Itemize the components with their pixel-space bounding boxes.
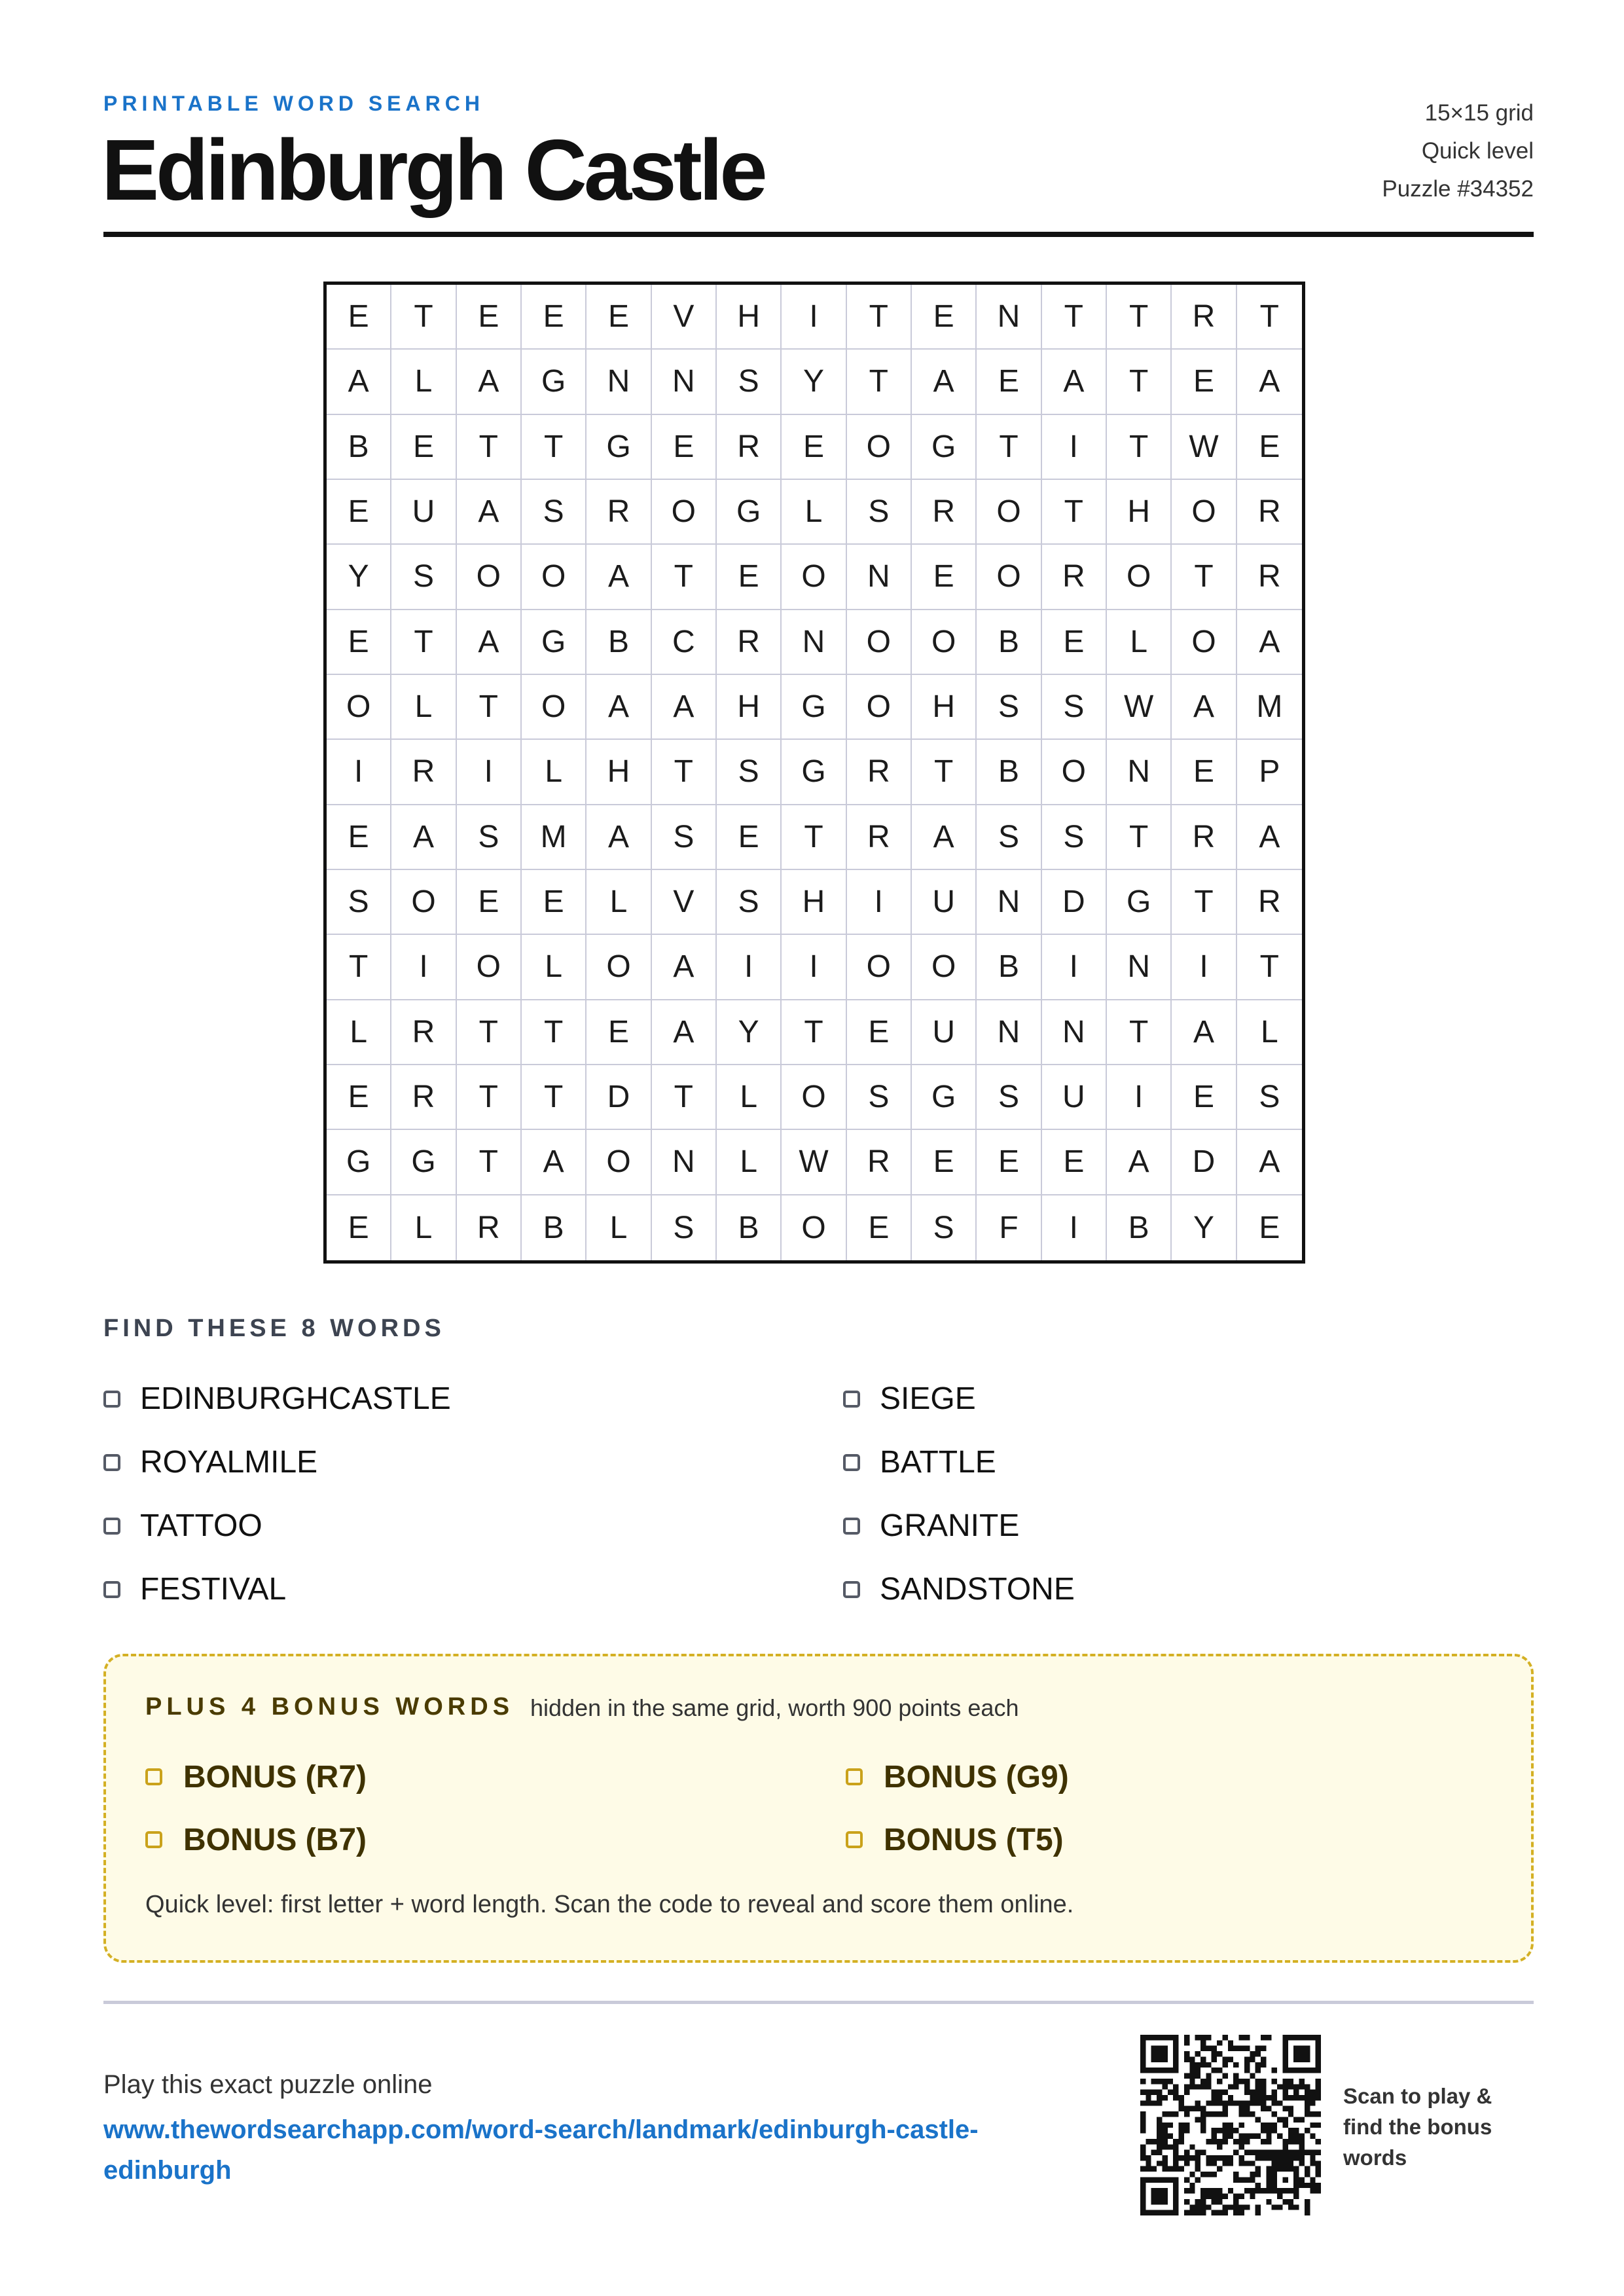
bonus-word-item[interactable] [145,1745,846,1808]
grid-cell[interactable]: S [977,805,1041,870]
grid-cell[interactable]: T [1107,805,1172,870]
grid-cell[interactable]: E [1172,740,1236,805]
grid-cell[interactable]: W [1107,675,1172,740]
word-label: FESTIVAL [140,1572,287,1607]
grid-cell[interactable]: S [977,1065,1041,1130]
grid-cell[interactable]: S [457,805,522,870]
grid-cell[interactable]: T [1172,870,1236,935]
bonus-word-item[interactable] [145,1808,846,1871]
grid-cell[interactable]: D [586,1065,651,1130]
bonus-word-item[interactable] [846,1745,1369,1808]
grid-cell[interactable]: E [912,285,977,350]
grid-cell[interactable]: G [522,610,586,675]
grid-cell[interactable]: O [912,610,977,675]
grid-cell[interactable]: A [586,805,651,870]
grid-cell[interactable]: O [522,545,586,610]
grid-cell[interactable]: T [847,350,912,414]
word-label: SANDSTONE [880,1572,1075,1607]
grid-cell[interactable]: M [522,805,586,870]
word-label: GRANITE [880,1508,1020,1543]
word-label: BATTLE [880,1445,996,1480]
grid-cell[interactable]: I [1172,935,1236,1000]
grid-cell[interactable]: I [782,285,846,350]
grid-cell[interactable]: E [847,1195,912,1260]
grid-cell[interactable]: G [522,350,586,414]
bonus-word-label: BONUS (T5) [884,1822,1064,1857]
grid-cell[interactable]: U [1042,1065,1107,1130]
grid-cell[interactable]: T [1042,285,1107,350]
word-item[interactable] [843,1367,1534,1430]
grid-cell[interactable]: R [391,1065,456,1130]
bonus-word-list [145,1745,1369,1871]
grid-cell[interactable]: T [1172,545,1236,610]
grid-cell[interactable]: S [522,480,586,545]
grid-cell[interactable]: B [327,415,391,480]
grid-cell[interactable]: E [391,415,456,480]
checkbox-icon[interactable] [843,1454,860,1471]
checkbox-icon[interactable] [103,1518,120,1535]
grid-cell[interactable]: T [782,1000,846,1065]
grid-cell[interactable]: S [717,870,782,935]
grid-cell[interactable]: L [586,870,651,935]
grid-cell[interactable]: N [652,350,717,414]
grid-cell[interactable]: Y [1172,1195,1236,1260]
grid-cell[interactable]: O [847,675,912,740]
checkbox-icon[interactable] [103,1454,120,1471]
grid-cell[interactable]: R [1042,545,1107,610]
grid-cell[interactable]: T [782,805,846,870]
grid-cell[interactable]: Y [782,350,846,414]
grid-cell[interactable]: A [912,350,977,414]
grid-cell[interactable]: N [1107,935,1172,1000]
grid-cell[interactable]: E [327,610,391,675]
grid-cell[interactable]: T [1107,1000,1172,1065]
grid-cell[interactable]: B [717,1195,782,1260]
qr-code-icon[interactable] [1140,2035,1321,2215]
grid-cell[interactable]: R [1172,805,1236,870]
grid-cell[interactable]: T [522,1000,586,1065]
grid-cell[interactable]: H [782,870,846,935]
grid-cell[interactable]: T [457,1130,522,1195]
grid-cell[interactable]: I [391,935,456,1000]
grid-cell[interactable]: R [847,740,912,805]
grid-cell[interactable]: E [1172,1065,1236,1130]
grid-cell[interactable]: T [977,415,1041,480]
grid-cell[interactable]: E [457,285,522,350]
grid-cell[interactable]: A [457,350,522,414]
grid-cell[interactable]: R [1172,285,1236,350]
grid-cell[interactable]: T [1107,285,1172,350]
grid-cell[interactable]: W [782,1130,846,1195]
grid-cell[interactable]: A [652,675,717,740]
grid-cell[interactable]: T [1237,285,1302,350]
word-item[interactable] [103,1430,843,1494]
grid-cell[interactable]: S [717,740,782,805]
grid-cell[interactable]: R [847,805,912,870]
grid-cell[interactable]: N [652,1130,717,1195]
grid-cell[interactable]: L [391,350,456,414]
grid-cell[interactable]: S [391,545,456,610]
grid-cell[interactable]: E [912,1130,977,1195]
grid-cell[interactable]: R [717,610,782,675]
grid-cell[interactable]: T [652,1065,717,1130]
grid-cell[interactable]: S [1042,675,1107,740]
grid-cell[interactable]: L [522,935,586,1000]
grid-cell[interactable]: D [1042,870,1107,935]
grid-cell[interactable]: O [782,545,846,610]
grid-cell[interactable]: G [782,740,846,805]
grid-cell[interactable]: A [1172,675,1236,740]
grid-cell[interactable]: L [717,1130,782,1195]
grid-cell[interactable]: A [1172,1000,1236,1065]
grid-cell[interactable]: E [977,350,1041,414]
grid-cell[interactable]: T [522,1065,586,1130]
grid-cell[interactable]: O [457,935,522,1000]
grid-cell[interactable]: O [522,675,586,740]
grid-cell[interactable]: U [912,870,977,935]
grid-cell[interactable]: A [1237,805,1302,870]
grid-cell[interactable]: S [847,1065,912,1130]
grid-cell[interactable]: L [717,1065,782,1130]
grid-cell[interactable]: S [717,350,782,414]
grid-cell[interactable]: A [327,350,391,414]
grid-cell[interactable]: A [912,805,977,870]
checkbox-icon[interactable] [145,1831,162,1848]
grid-cell[interactable]: E [327,805,391,870]
grid-cell[interactable]: N [1042,1000,1107,1065]
grid-cell[interactable]: R [717,415,782,480]
grid-cell[interactable]: B [522,1195,586,1260]
grid-cell[interactable]: Y [327,545,391,610]
grid-cell[interactable]: G [586,415,651,480]
grid-cell[interactable]: A [522,1130,586,1195]
word-item[interactable] [103,1367,843,1430]
grid-cell[interactable]: R [1237,870,1302,935]
grid-cell[interactable]: C [652,610,717,675]
checkbox-icon[interactable] [843,1581,860,1598]
grid-cell[interactable]: G [912,1065,977,1130]
grid-cell[interactable]: A [1107,1130,1172,1195]
grid-cell[interactable]: I [1042,1195,1107,1260]
checkbox-icon[interactable] [103,1391,120,1408]
grid-cell[interactable]: E [457,870,522,935]
grid-cell[interactable]: M [1237,675,1302,740]
grid-size: 15×15 grid [1424,100,1534,126]
grid-cell[interactable]: S [912,1195,977,1260]
grid-cell[interactable]: I [457,740,522,805]
grid-cell[interactable]: L [327,1000,391,1065]
grid-cell[interactable]: E [912,545,977,610]
grid-cell[interactable]: O [977,480,1041,545]
grid-cell[interactable]: I [717,935,782,1000]
grid-cell[interactable]: R [586,480,651,545]
grid-cell[interactable]: O [1172,480,1236,545]
grid-cell[interactable]: I [782,935,846,1000]
grid-cell[interactable]: T [847,285,912,350]
grid-cell[interactable]: E [522,870,586,935]
grid-cell[interactable]: U [912,1000,977,1065]
grid-cell[interactable]: G [327,1130,391,1195]
grid-cell[interactable]: R [847,1130,912,1195]
grid-cell[interactable]: N [1107,740,1172,805]
checkbox-icon[interactable] [103,1581,120,1598]
grid-cell[interactable]: N [977,1000,1041,1065]
grid-cell[interactable]: E [586,285,651,350]
bonus-heading: PLUS 4 BONUS WORDS [145,1693,514,1721]
checkbox-icon[interactable] [843,1391,860,1408]
grid-cell[interactable]: I [327,740,391,805]
grid-cell[interactable]: E [327,1065,391,1130]
grid-cell[interactable]: W [1172,415,1236,480]
word-label: EDINBURGHCASTLE [140,1381,451,1416]
bonus-word-item[interactable] [846,1808,1369,1871]
grid-cell[interactable]: E [586,1000,651,1065]
bonus-word-label: BONUS (G9) [884,1759,1069,1795]
grid-cell[interactable]: T [1237,935,1302,1000]
grid-cell[interactable]: H [717,285,782,350]
grid-cell[interactable]: N [782,610,846,675]
checkbox-icon[interactable] [846,1768,863,1785]
grid-cell[interactable]: T [457,415,522,480]
bonus-word-label: BONUS (R7) [183,1759,367,1795]
word-item[interactable] [103,1558,843,1621]
grid-cell[interactable]: A [1042,350,1107,414]
grid-cell[interactable]: T [522,415,586,480]
grid-cell[interactable]: I [1107,1065,1172,1130]
grid-cell[interactable]: O [652,480,717,545]
word-list [103,1367,1534,1621]
bonus-box [103,1654,1534,1963]
footer-rule [103,2001,1534,2004]
grid-cell[interactable]: E [782,415,846,480]
grid-cell[interactable]: I [1042,935,1107,1000]
grid-cell[interactable]: V [652,870,717,935]
grid-cell[interactable]: O [782,1065,846,1130]
grid-cell[interactable]: N [847,545,912,610]
puzzle-meta [1382,94,1534,208]
grid-cell[interactable]: T [391,610,456,675]
grid-cell[interactable]: R [391,740,456,805]
grid-cell[interactable]: G [391,1130,456,1195]
grid-cell[interactable]: O [847,935,912,1000]
grid-cell[interactable]: T [391,285,456,350]
grid-cell[interactable]: O [457,545,522,610]
grid-cell[interactable]: A [391,805,456,870]
grid-cell[interactable]: S [652,805,717,870]
qr-caption: Scan to play & find the bonus words [1343,2084,1492,2170]
grid-cell[interactable]: L [1237,1000,1302,1065]
grid-cell[interactable]: T [457,675,522,740]
grid-cell[interactable]: B [977,935,1041,1000]
grid-cell[interactable]: E [327,285,391,350]
grid-cell[interactable]: D [1172,1130,1236,1195]
grid-cell[interactable]: E [1237,415,1302,480]
grid-cell[interactable]: S [1237,1065,1302,1130]
header-rule [103,232,1534,237]
grid-cell[interactable]: G [717,480,782,545]
grid-cell[interactable]: E [652,415,717,480]
puzzle-id: Puzzle #34352 [1382,176,1534,202]
grid-cell[interactable]: R [1237,545,1302,610]
grid-cell[interactable]: I [1042,415,1107,480]
grid-cell[interactable]: E [1042,1130,1107,1195]
grid-cell[interactable]: T [1042,480,1107,545]
grid-cell[interactable]: L [1107,610,1172,675]
grid-cell[interactable]: E [1259,1210,1280,1245]
grid-cell[interactable]: U [391,480,456,545]
word-item[interactable] [103,1494,843,1558]
grid-cell[interactable]: T [652,545,717,610]
word-label: ROYALMILE [140,1445,318,1480]
grid-cell[interactable]: A [457,610,522,675]
grid-cell[interactable]: G [782,675,846,740]
grid-cell[interactable]: N [977,285,1041,350]
grid-cell[interactable]: L [391,675,456,740]
grid-cell[interactable]: B [977,740,1041,805]
bonus-word-label: BONUS (B7) [183,1822,367,1857]
word-item[interactable] [843,1430,1534,1494]
grid-cell[interactable]: E [327,480,391,545]
grid-cell[interactable]: H [586,740,651,805]
grid-cell[interactable]: E [522,285,586,350]
checkbox-icon[interactable] [145,1768,162,1785]
grid-cell[interactable]: B [1107,1195,1172,1260]
grid-cell[interactable]: G [912,415,977,480]
grid-cell[interactable]: T [912,740,977,805]
word-item[interactable] [843,1558,1534,1621]
grid-cell[interactable]: O [847,610,912,675]
bonus-subtext: hidden in the same grid, worth 900 points each [530,1694,1019,1721]
grid-cell[interactable]: A [586,675,651,740]
grid-cell[interactable]: O [586,1130,651,1195]
grid-cell[interactable]: O [912,935,977,1000]
grid-cell[interactable]: E [1042,610,1107,675]
grid-cell[interactable]: A [652,1000,717,1065]
grid-cell[interactable]: P [1237,740,1302,805]
play-label: Play this exact puzzle online [103,2070,433,2099]
grid-cell[interactable]: S [977,675,1041,740]
grid-cell[interactable]: H [1107,480,1172,545]
grid-cell[interactable]: O [977,545,1041,610]
grid-cell[interactable]: A [586,545,651,610]
grid-cell[interactable]: G [1107,870,1172,935]
grid-cell[interactable]: B [586,610,651,675]
grid-cell[interactable]: O [782,1195,846,1260]
word-label: TATTOO [140,1508,262,1543]
grid-cell[interactable]: O [1042,740,1107,805]
grid-cell[interactable]: O [1107,545,1172,610]
grid-cell[interactable]: L [391,1195,456,1260]
grid-cell[interactable]: E [977,1130,1041,1195]
grid-cell[interactable]: O [847,415,912,480]
grid-cell[interactable]: E [717,545,782,610]
grid-cell[interactable]: O [391,870,456,935]
grid-cell[interactable]: L [782,480,846,545]
grid-cell[interactable]: S [652,1195,717,1260]
grid-cell[interactable]: E [1172,350,1236,414]
grid-cell[interactable]: O [327,675,391,740]
grid-cell[interactable]: T [652,740,717,805]
kicker: PRINTABLE WORD SEARCH [103,92,484,115]
grid-cell[interactable]: A [652,935,717,1000]
word-label: SIEGE [880,1381,976,1416]
grid-cell[interactable]: A [1237,350,1302,414]
grid-cell[interactable]: T [1107,350,1172,414]
checkbox-icon[interactable] [846,1831,863,1848]
page-title: Edinburgh Castle [101,122,765,218]
checkbox-icon[interactable] [843,1518,860,1535]
letter-grid [323,282,1305,1264]
grid-cell[interactable]: R [1237,480,1302,545]
grid-cell[interactable]: A [1237,1130,1302,1195]
grid-cell[interactable]: Y [717,1000,782,1065]
grid-cell[interactable]: N [977,870,1041,935]
bonus-note: Quick level: first letter + word length. Scan the code to reveal and score them online. [145,1891,1074,1918]
grid-cell[interactable]: T [327,935,391,1000]
grid-cell[interactable]: I [847,870,912,935]
grid-cell[interactable]: O [586,935,651,1000]
word-item[interactable] [843,1494,1534,1558]
grid-cell[interactable]: R [912,480,977,545]
grid-cell[interactable]: H [717,675,782,740]
grid-cell[interactable]: N [586,350,651,414]
grid-cell[interactable]: O [1172,610,1236,675]
grid-cell[interactable]: E [717,805,782,870]
grid-cell[interactable]: T [457,1000,522,1065]
grid-cell[interactable]: T [457,1065,522,1130]
grid-cell[interactable]: R [457,1195,522,1260]
grid-cell[interactable]: F [977,1195,1041,1260]
grid-cell[interactable]: S [327,870,391,935]
grid-cell[interactable]: B [977,610,1041,675]
grid-cell[interactable]: L [522,740,586,805]
grid-cell[interactable]: R [391,1000,456,1065]
find-heading: FIND THESE 8 WORDS [103,1315,445,1342]
grid-cell[interactable]: A [1237,610,1302,675]
level: Quick level [1421,138,1534,164]
puzzle-url-link[interactable]: www.thewordsearchapp.com/word-search/landmark/edinburgh-castle-edinburgh [103,2115,979,2185]
grid-cell[interactable]: E [327,1195,391,1260]
grid-cell[interactable]: S [847,480,912,545]
grid-cell[interactable]: T [1107,415,1172,480]
grid-cell[interactable]: E [847,1000,912,1065]
grid-cell[interactable]: L [586,1195,651,1260]
grid-cell[interactable]: H [912,675,977,740]
grid-cell[interactable]: A [457,480,522,545]
grid-cell[interactable]: V [652,285,717,350]
grid-cell[interactable]: S [1042,805,1107,870]
